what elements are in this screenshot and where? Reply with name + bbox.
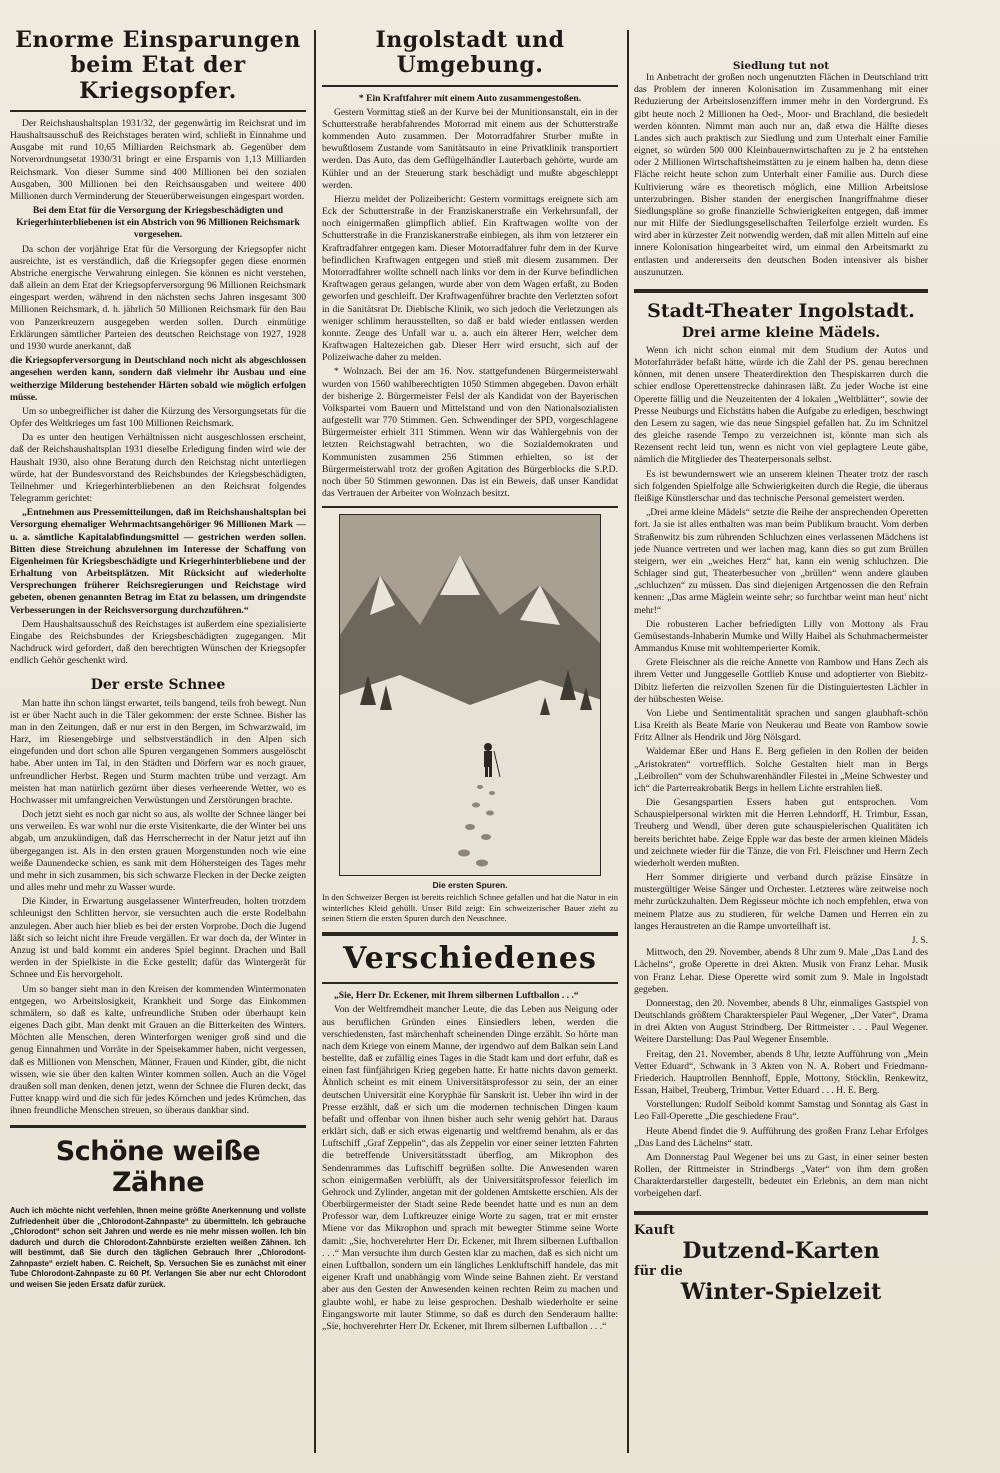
ad-subheadline: Winter-Spielzeit [680, 1278, 882, 1305]
paragraph: Donnerstag, den 20. November, abends 8 Uhr, einmaliges Gastspiel von Deutschlands größtem Charakterspieler Paul Wegener, „Der Vater“, Drama in drei Akten von August Strindberg. Der Rittmeister . . . Paul Wegener. Weitere Darstellung: Das Paul Wegener Ensemble. [634, 997, 928, 1046]
paragraph: Hierzu meldet der Polizeibericht: Gestern vormittags ereignete sich am Eck der Schutterstraße in der Franziskanerstraße ein Verkehrsunfall, der noch einigermaßen glimpflich ablief. Ein Kraftwagen wollte von der Schutterstraße in die Franziskanerstraße einbiegen, als ihm von letzterer ein Kraftradfahrer entgegen kam. Dieser Motorradfahrer fuhr dem in der Kurve befindlichen Kraftwagen entgegen und stieß mit diesem zusammen. Der Motorradfahrer wollte schnell nach links vor dem in der Kurve befindlichen Kraftwagen geraus gelangen, wurde aber von dem Wagen erfaßt, zu Boden geworfen und geschleift. Der Kraftwagenführer brachte den Verletzten sofort in die Sanitätsrat Dr. Dieblsche Klinik, wo sich jedoch die Verletzungen als weniger schlimm herausstellten, so daß er bald wieder entlassen werden konnte. Zeuge des Unfall war u. a. auch ein älterer Herr, welcher dem Kraftwagen Haltezeichen gab. Dieser Herr wird ersucht, sich auf der Polizeiwache daher zu melden. [322, 193, 618, 364]
lead-paragraph: Bei dem Etat für die Versorgung der Kriegsbeschädigten und Kriegerhinterbliebenen ist ein Abstrich von 96 Millionen Reichsmark vorgesehen. [16, 205, 300, 241]
photo-caption-title: Die ersten Spuren. [432, 880, 508, 891]
paragraph: Gestern Vormittag stieß an der Kurve bei der Munitionsanstalt, ein in der Schutterstraße herabfahrendes Motorrad mit einem aus der Schutterstraße kommenden Auto zusammen. Der Motorradfahrer Sturber mußte in bewußtlosem Zustande vom Sanitätsauto in eine Privatklinik transportiert werden. Das Auto, das dem Geflügelhändler Lauterbach gehörte, wurde am Kühler und an der Steuerung stark beschädigt und mußte abgeschleppt werden. [322, 106, 618, 191]
ad-headline: Schöne weiße Zähne [55, 1136, 261, 1199]
article-subheadline: Drei arme kleine Mädels. [681, 324, 881, 341]
column-1 [10, 28, 306, 1459]
paragraph: Die Kinder, in Erwartung ausgelassener Winterfreuden, holten trotzdem schleunigst den Schlitten hervor, sie versuchten auch die erste Rodelbahn anzulegen. Aber auch hier blieb es bei der ersten Vorprobe. Doch die Jugend läßt sich so leicht nicht ihre Freude vergällen. Er war doch da, der Winter in Anzug ist und bald kommt ein anderes Spiel beginnt. Drachen und Ball werden in der Spielkiste in die Ecke gestellt; dafür das Wintergerät für Schnee und Eis hervorgeholt. [10, 896, 306, 981]
paragraph: Der Reichshaushaltsplan 1931/32, der gegenwärtig im Reichsrat und im Haushaltsausschuß des Reichstages beraten wird, schließt in Einnahme und Ausgabe mit rund 10,65 Milliarden Reichsmark ab. Gegenüber dem Notverordnungsetat 1930/31 bringt er eine Ersparnis von 1,13 Milliarden Reichsmark. Von dieser Summe sind 400 Millionen bei den sozialen Ausgaben, 300 Millionen bei den Reichsausgaben und weitere 400 Millionen durch Verminderung der Steuerüberweisungen eingespart worden. [10, 117, 306, 202]
paragraph: Um so banger sieht man in den Kreisen der kommenden Wintermonaten entgegen, wo Arbeitslosigkeit, Krankheit und Sorge das Einkommen schmälern, so daß es kalte, unfreundliche Stuben oder überhaupt kein eigenes Dach gibt. Man denkt mit Grauen an die Bitterkeiten des Winters. Möchten alle Menschen, deren Winterforgen weniger groß sind und die genug Einnahmen und Vorräte in der Speisekammer haben, nicht vergessen, daß es Millionen von Menschen, Männer, Frauen und Kinder, gibt, die nicht wissen, wie sie über den kalten Winter kommen sollen. Auch an die Vögel draußen soll man denken, denen jetzt, wenn der Schnee die Fluren deckt, das Futter knapp wird und die sich für jedes Körnchen und jedes Krümchen, das ihnen freundliche Menschen streuen, so überaus dankbar sind. [10, 983, 306, 1117]
paragraph: Wenn ich nicht schon einmal mit dem Studium der Autos und Motorfahrräder befaßt hätte, würde ich die Zahl der PS. genau berechnen können, mit denen unsere Theaterdirektion den Thespiskarren durch die schier endlose Operettenstrecke dahinrasen läßt. Zu jeder Woche ist eine Operette fällig und die Neuzeitenten der 4 lokalen „Weltblätter“, sowie der Presse Neuburgs und Eichstätts haben die Aufgabe zu erledigen, beschwingt den Lesern zu sagen, wie das neue Singspiel gefallen hat. Zu im Schnitzel des gleiche rasende Tempo zu verzeichnen ist, könnte man sich als Rezensent recht leid tun, wenn es nicht von viel geplagtere Leute gäbe, nämlich die Mitglieder des Theaterpersonals selbst. [634, 344, 928, 466]
article-body [10, 118, 306, 668]
paragraph: Am Donnerstag Paul Wegener bei uns zu Gast, in einer seiner besten Rollen, der Rittmeister in Strindbergs „Vater“ von ihm dem großen Charakterdarsteller dargestellt, bedeutet ein Erlebnis, an dem man nicht vorbeigehen darf. [634, 1151, 928, 1200]
lead-paragraph: „Sie, Herr Dr. Eckener, mit Ihrem silbernen Luftballon . . .“ [334, 990, 579, 1002]
advertisement [634, 1223, 928, 1305]
paragraph: Von Liebe und Sentimentalität sprachen und sangen glaubhaft-schön Lisa Kreith als Beate Marie von Neukerau und Beate von Rambow sowie Fritz Allner als Hendrik und Jörg Nölsgard. [634, 707, 928, 744]
article-headline: Ingolstadt und Umgebung. [375, 28, 565, 79]
photo-snow-tracks [339, 514, 601, 876]
article-headline: Siedlung tut not [732, 60, 830, 72]
article-headline: Der erste Schnee [90, 677, 226, 694]
article-headline: Verschiedenes [343, 940, 597, 976]
paragraph: Da es unter den heutigen Verhältnissen nicht ausgeschlossen erscheint, daß der Reichshaushaltsplan 1931 dieselbe Erledigung finden wird wie der Haushalt 1930, also ohne Beratung durch den Reichstag nicht unterliegen würde, hat der Bundesvorstand des Reichsbundes der Kriegsbeschädigten, Teilnehmer und Kriegerhinterbliebenen an den Reichsrat folgendes Telegramm gerichtet: [10, 432, 306, 505]
paragraph: Waldemar Eßer und Hans E. Berg gefielen in den Rollen der beiden „Aristokraten“ vortrefflich. Solche Gestalten hielt man in Bergs „Leibrollen“ vom der Schuhwarenhändler Filestei in „Meine Schwester und ich“ die Parterreakrobatik Bergs in hellem Lichte erstrahlen ließ. [634, 746, 928, 794]
article-body [634, 345, 928, 1201]
divider [10, 110, 306, 112]
paragraph: „Drei arme kleine Mädels“ setzte die Reihe der ansprechenden Operetten fort. Ja sie ist alles enthalten was man beim Publikum braucht. Vom derben Straßenwitz bis zum rührenden Schluchzen eines verlassenen Mädchens ist jede Nuance vertreten und wer lachen mag, kann dies so gut zum Brüllen steigern, wer ein „weiches Herz“ hat, kann ein wenig schluchzen. Die Schlager sind gut, Theaterbesucher von „brüllen“ wenn andere glauben „schluchzen“ zu müssen. Das sind diejenigen Artgenossen die den Refrain kennen: „Das arme Mäglein weinte sehr; so furchtbar weint man heut' nicht mehr!“ [634, 507, 928, 616]
telegram-quote: „Entnehmen aus Pressemitteilungen, daß im Reichshaushaltsplan bei Versorgung ehemaliger Wehrmachtsangehöriger 96 Millionen Mark — u. a. sämtliche Kapitalabfindungsmittel — gestrichen werden sollen. Bitten diese Streichung abzulehnen im Interesse der Schaffung von Eigenheimen für Kriegsbeschädigte und Kriegerhinterbliebene und der Erhaltung von Arbeitsplätzen. Mit Rücksicht auf wiederholte Versprechungen früherer Reichsregierungen und Reichstage wird gebeten, obenen genannten Betrag im Etat zu belassen, um dringendste Verbesserungen in der Reichsversorgung durchzuführen.“ [10, 507, 306, 616]
bold-paragraph: die Kriegsopferversorgung in Deutschland noch nicht als abgeschlossen angesehen werden kann, sondern daß vielmehr ihr Ausbau und eine weitherzige Milderung bestehender Härten sobald wie möglich erfolgen müsse. [10, 355, 306, 403]
article-body [10, 698, 306, 1118]
article-headline: Stadt-Theater Ingolstadt. [647, 299, 915, 322]
paragraph: Von der Weltfremdheit mancher Leute, die das Leben aus Neigung oder aus beruflichen Gründen eines Einsiedlers leben, werden die verschiedensten, fast märchenhaft scheinenden Dinge erzählt. So hörte man nach dem Kriege von einem Manne, der irgendwo auf dem Balkan sein Land bestellte, daß er zufällig eines Tages in die Stadt kam und dort erfuhr, daß es einen fast fünfjährigen Krieg gegeben hatte. Er hatte nichts davon gemerkt. Ähnlich scheint es mit einem Universitätsprofessor zu sein, der an einer deutschen Universität eine Koryphäe für Sanskrit ist. Ueber ihn wird in der Presse erzählt, daß er sich um die modernen technischen Dingen kaum befaßt und offenbar von ihnen bisher auch sehr wenig gehört hat. Daraus erklärt sich, daß er sich etwas eigenartig und weltfremd benahm, als er das Luftschiff „Graf Zeppelin“, das als Zeppelin vor einer seiner letzten Fahrten die betreffende Universitätsstadt überflog, am Mikrophon des Sendenrammes das Luftschiff begrüßen sollte. Die Anwesenden waren schon einigermaßen verblüfft, als der Universitätsprofessor feierlich im Gehrock und Zylinder, angetan mit der goldenen Amtskette erschien. Als der Oberbürgermeister der Stadt seine Rede beendet hatte und es nun an dem Professor war, dem Luftkreuzer einige Worte zu sagen, trat er mit ernster Miene vor das Mikrophon und sprach mit bewegter Stimme seine Worte damit: „Sie, hochverehrter Herr Dr. Eckener, mit Ihrem silbernen Luftballon . . .“ Man versuchte ihm durch Gesten klar zu machen, daß es sich nicht um einen Luftballon, sondern um ein längliches Lenkluftschiff handele, das mit eigener Kraft und unabhängig vom Winde seine Bahnen zieht. Er verstand aber aus den Gesten der Anwesenden keinen rechten Reim zu machen und glaubte wohl, er habe zu leise gesprochen. Deshalb wiederholte er seine Eingangsworte mit lauter Stimme, so daß es durch den Senderaum hallte: „Sie, hochverehrter Herr Dr. Eckener, mit Ihrem silbernen Luftballon . . .“ [322, 1004, 618, 1332]
article-headline: Enorme Einsparungen beim Etat der Kriegsopfer. [15, 28, 301, 104]
article-body [322, 93, 618, 501]
column-divider [314, 30, 316, 1453]
paragraph: Heute Abend findet die 9. Aufführung des großen Franz Lehar Erfolges „Das Land des Lächelns“ statt. [634, 1125, 928, 1149]
paragraph: Herr Sommer dirigierte und verband durch präzise Einsätze in mustergültiger Weise Sänger und Orchester. Letzteres wäre zeitweise noch mehr zurückzuhalten. Dem Regisseur möchte ich noch empfehlen, etwa von meinem Platze aus zu studieren, für welche Damen und Herren ein zu langes Heraustreten an die Rampe unvorteilhaft ist. [634, 872, 928, 932]
article-body [634, 72, 928, 279]
paragraph: Es ist bewundernswert wie an unserem kleinen Theater trotz der rasch sich folgenden Spielfolge alle Schwierigkeiten durch die Regie, die überaus fleißige Künstlerschar und das technische Personal gemeistert werden. [634, 468, 928, 504]
column-2 [322, 28, 618, 1459]
paragraph: Mittwoch, den 29. November, abends 8 Uhr zum 9. Male „Das Land des Lächelns“, große Operette in drei Akten. Musik von Franz Lehar. Musik von Franz Lehar. Diese Operette wird somit zum 9. Male in Ingolstadt gegeben. [634, 947, 928, 995]
paragraph: Die Gesangspartien Essers haben gut entsprochen. Vom Schauspielpersonal wirkten mit die Herren Lehndorff, H. Trimbur, Essan, Treuberg und Wendl, über deren gute schauspielerischen Qualitäten ich bereits berichtet habe. Zeige Epple war das beste der armen kleinen Mädels und zeichnete wieder für die Tänze, die von Frl. Fleischner und Herrn Zech wiederholt werden mußten. [634, 797, 928, 869]
paragraph: Um so unbegreiflicher ist daher die Kürzung des Versorgungsetats für die Opfer des Weltkrieges um fast 100 Millionen Reichsmark. [10, 405, 306, 430]
advertisement [10, 1125, 306, 1290]
divider [322, 85, 618, 87]
divider [634, 1211, 928, 1215]
paragraph: Man hatte ihn schon längst erwartet, teils bangend, teils froh bewegt. Nun ist er über Nacht auch in die Täler gekommen: der erste Schnee. Bisher las man in den Zeitungen, daß er nur erst in den Bergen, im Schwarzwald, im Harz, im Riesengebirge und selbstverständlich in den Alpen sich eingefunden und dort schon alle Spuren vergangenen Sommers ausgelöscht habe. Aber unten im Tal, in den Städten und Dörfern war es noch grauer, unfreundlicher Herbst. Regen und Sturm machten trübe und verzagt. Am meisten hat man natürlich gezürnt über dieses verheerende Wetter, wo es Hochwasser mit umfangreichen Verwüstungen und Zerstörungen brachte. [10, 697, 306, 806]
paragraph: Dem Haushaltsausschuß des Reichstages ist außerdem eine spezialisierte Eingabe des Reichsbundes der Kriegsbeschädigten zugegangen. Mit Nachdruck wird gefordert, daß den berechtigten Wünschen der Kriegsopfer endlich Gehör geschenkt wird. [10, 618, 306, 667]
divider [322, 506, 618, 508]
photo-caption: In den Schweizer Bergen ist bereits reichlich Schnee gefallen und hat die Natur in ein winterliches Kleid gehüllt. Unser Bild zeigt: Ein schweizerischer Bauer zieht zu seinen Stiern die ersten Spuren durch den Neuschnee. [322, 892, 618, 924]
article-body [322, 990, 618, 1333]
paragraph: Grete Fleischner als die reiche Annette von Rambow und Hans Zech als ihrem Vetter und Junggeselle Gottlieb Knuse und adoptierter von Biebitz-Dibitz lieferten die reizvollen Szenen für die Distinguiertesten Lächler in der hübschesten Weise. [634, 657, 928, 705]
ad-text: Auch ich möchte nicht verfehlen, Ihnen meine größte Anerkennung und vollste Zufriedenheit über die „Chlorodont-Zahnpaste“ zu übermitteln. Ich gebrauche „Chlorodont“ schon seit Jahren und werde es nie mehr missen wollen. Ich bin dadurch und durch die Chlorodont-Zahnbürste erzielten weißen Zähnen. Ich will bestimmt, daß Sie durch den täglichen Gebrauch Ihrer „Chlorodont-Zahnpaste“ erzielt haben. C. Reichelt, Sp. Versuchen Sie es zunächst mit einer Tube Chlorodont-Zahnpaste zu 60 Pf. Verlangen Sie aber nur echt Chlorodont und weisen Sie jeden Ersatz dafür zurück. [10, 1206, 306, 1289]
paragraph: In Anbetracht der großen noch ungenutzten Flächen in Deutschland tritt das Problem der inneren Kolonisation im Zusammenhang mit einer Reduzierung der Arbeitslosenziffern immer mehr in den Vordergrund. Es gibt heute noch 2 Millionen ha Oed-, Moor- und Brachland, die besiedelt werden könnten. Nimmt man auch nur an, daß etwa die Hälfte dieses Landes sich auch praktisch zur Siedlung und zum Unterhalt einer Familie eignet, so würden 500 000 Kleinbauernwirtschaften zu je 2 ha entstehen oder 2 Millionen Wirtschaftsheimstätten zu je einem halben ha, denn diese Fläche reicht heute schon zum Unterhalt einer Familie aus. Durch diese Kultivierung wäre es theoretisch möglich, eine Million Arbeitslose unterzubringen. Bisher standen der energischen Inangriffnahme dieser Siedlungspläne so große finanzielle Schwierigkeiten entgegen, daß immer nur mit Hilfe der Siedlungsgesellschaften Teilerfolge erzielt wurden. Es wird aber in kürzester Zeit notwendig werden, daß mit allen Mitteln auf eine innere Kolonisation hingearbeitet wird, um einmal den Arbeitsmarkt zu entlasten und andererseits den deutschen Boden intensiver als bisher auszunutzen. [634, 72, 928, 278]
paragraph: Vorstellungen: Rudolf Seibold kommt Samstag und Sonntag als Gast in Leo Fall-Operette „Die geschiedene Frau“. [634, 1099, 928, 1123]
paragraph: Die robusteren Lacher befriedigten Lilly von Mottony als Frau Gemüsestands-Inhaberin Mumke und Willy Haibel als Schuhmachermeister Ammandus Knuse mit wohltemperierter Komik. [634, 618, 928, 655]
ad-kauft: Kauft [634, 1222, 675, 1238]
divider [322, 982, 618, 984]
divider [322, 932, 618, 936]
mountain-image [340, 515, 601, 876]
author-signature: J. S. [911, 935, 928, 946]
paragraph: Doch jetzt sieht es noch gar nicht so aus, als wollte der Schnee länger bei uns verweilen. Es war wohl nur die erste Visitenkarte, die der Winter bei uns abgab, um anzukündigen, daß das Herrscherrecht in der Natur jetzt auf ihn übergegangen ist. Als in den ersten grauen Morgenstunden noch wie eine weiße Daunendecke schien, es sank mit dem Höhersteigen des Tages mehr und mehr in sich zusammen, bis sich schwarze Flecken in der Decke zeigten und alles mehr und mehr zu Wasser wurde. [10, 809, 306, 894]
paragraph: * Wolnzach. Bei der am 16. Nov. stattgefundenen Bürgermeisterwahl wurden von 1560 wahlberechtigten 1050 Stimmen abgegeben. Davon erhält der bisherige 2. Bürgermeister Felsl der als Kandidat von der Bayerischen Volkspartei vom Bauern und Mittelstand und von den Nationalsozialisten aufgestellt war 770 Stimmen. Gen. Schwendinger der SPD, vorgeschlagene Bürgermeister erhielt 311 Stimmen. Wenn wir das Wahlergebnis von der letzten Reichstagwahl betrachten, wo die Sozialdemokraten und Kommunisten zusammen 256 Stimmen erhielten, so ist der Bürgermeisterwahl trotz der großen Agitation des Bürgerblocks die S.P.D. noch über 50 Stimmen gewonnen. Das ist ein Beweis, daß unser Kandidat das Vertrauen der Arbeiter von Wolnzach besitzt. [322, 366, 618, 500]
divider [634, 289, 928, 293]
column-divider [627, 30, 629, 1453]
paragraph: Freitag, den 21. November, abends 8 Uhr, letzte Aufführung von „Mein Vetter Eduard“, Schwank in 3 Akten von N. A. Robert und Friedmann-Friederich. Hauptrollen Bennhoff, Epple, Mottony, Stöcklin, Renkewitz, Essan, Haibel, Treuberg, Trimbur. Vetter Eduard . . . H. E. Berg. [634, 1048, 928, 1097]
ad-headline: Dutzend-Karten [682, 1237, 880, 1264]
subheadline: * Ein Kraftfahrer mit einem Auto zusammengestoßen. [358, 92, 582, 104]
paragraph: Da schon der vorjährige Etat für die Versorgung der Kriegsopfer nicht ausreichte, ist es verständlich, daß die Kriegsopfer gegen diese enormen Abstriche energische Verwahrung einlegen. Sie können es nicht verstehen, daß allein an dem Etat der Kriegsopferversorgung 96 Millionen Reichsmark eingespart werden, während in den nächsten sechs Jahren insgesamt 300 Millionen Reichsmark, d. h. jährlich 50 Millionen Reichsmark für den Bau von Panzerkreuzern ausgegeben werden sollen. Durch einmütige Erklärungen sämtlicher Parteien des deutschen Reichstage von 1927, 1928 und 1930 wurde anerkannt, daß [10, 243, 306, 352]
column-3 [634, 28, 928, 1459]
ad-fuer: für die [634, 1263, 683, 1279]
